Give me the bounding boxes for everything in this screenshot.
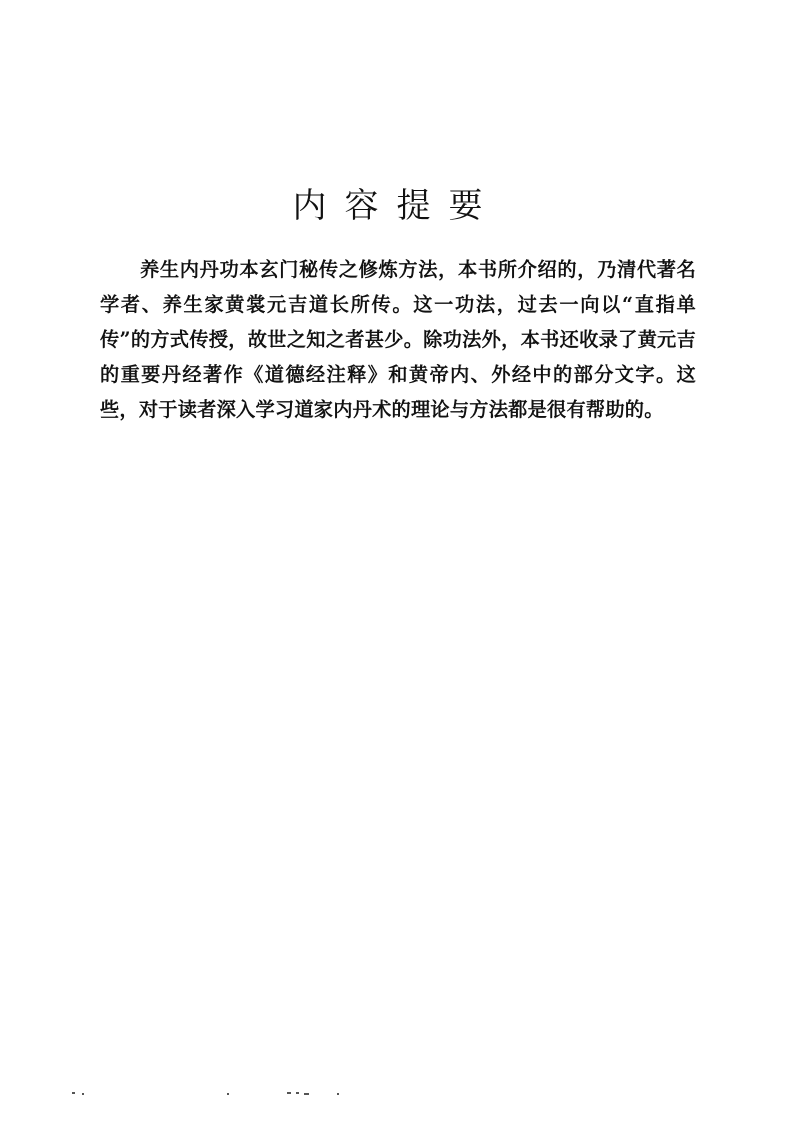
scan-mark <box>287 1092 291 1094</box>
scan-mark <box>296 1092 299 1094</box>
scan-mark <box>72 1092 75 1094</box>
summary-paragraph: 养生内丹功本玄门秘传之修炼方法，本书所介绍的，乃清代著名学者、养生家黄裳元吉道长所传。这一功法，过去一向以“直指单传”的方式传授，故世之知之者甚少。除功法外，本书还收录了黄元吉的重要丹经著作《道德经注释》和黄帝内、外经中的部分文字。这些，对于读者深入学习道家内丹术的理论与方法都是很有帮助的。 <box>100 258 696 421</box>
scan-mark <box>304 1093 309 1095</box>
page-title: 内容提要 <box>292 186 501 226</box>
scan-mark <box>337 1093 339 1095</box>
scan-mark <box>227 1093 229 1095</box>
scan-artifact-marks <box>72 1086 372 1098</box>
scan-mark <box>82 1093 84 1095</box>
